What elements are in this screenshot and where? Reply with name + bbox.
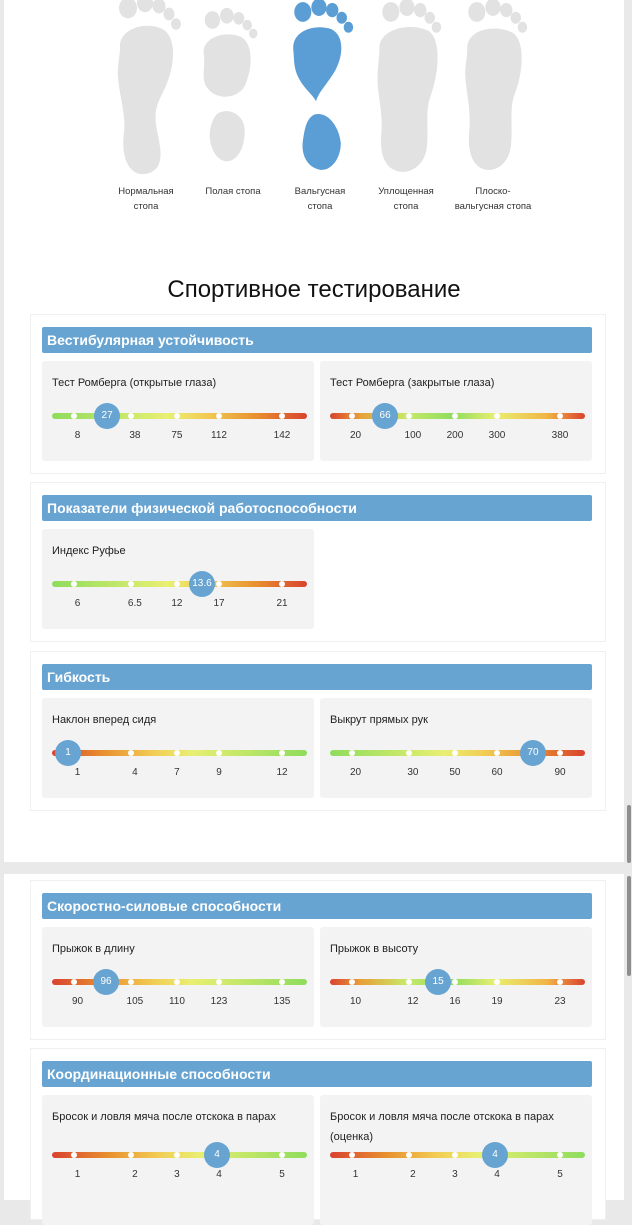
toe-shape	[399, 0, 414, 16]
scale-dot	[406, 413, 412, 419]
scale-tick-label: 2	[132, 1169, 138, 1180]
scale-tick-label: 142	[273, 430, 291, 441]
score-scale-bar	[52, 979, 307, 985]
scale-tick-label: 380	[551, 430, 569, 441]
test-title: Тест Ромберга (закрытые глаза)	[330, 377, 495, 389]
test-title: Тест Ромберга (открытые глаза)	[52, 377, 217, 389]
block-physical-performance	[30, 482, 606, 642]
score-scale-bar	[52, 750, 307, 756]
scale-dot	[406, 750, 412, 756]
toe-shape	[414, 3, 426, 17]
scale-tick-label: 9	[216, 767, 222, 778]
section-heading: Спортивное тестирование	[167, 276, 461, 303]
scale-tick-label: 12	[407, 996, 419, 1007]
test-card	[42, 927, 314, 1027]
scale-dot	[494, 413, 500, 419]
scale-tick-label: 17	[213, 598, 225, 609]
foot-type-label: Нормальная стопа	[118, 186, 174, 212]
foot-icon	[192, 0, 260, 178]
scale-dot	[452, 413, 458, 419]
scale-dot	[174, 413, 180, 419]
scale-tick-label: 21	[276, 598, 288, 609]
toe-shape	[382, 2, 399, 22]
foot-shape	[118, 26, 173, 174]
scale-dot	[279, 750, 285, 756]
scale-dot	[216, 413, 222, 419]
scale-dot	[349, 979, 355, 985]
scale-dot	[406, 1152, 412, 1158]
scale-tick-label: 50	[449, 767, 461, 778]
scale-tick-label: 4	[494, 1169, 500, 1180]
foot-icon	[368, 0, 444, 178]
test-card	[42, 361, 314, 461]
scale-tick-label: 30	[407, 767, 419, 778]
scale-tick-label: 16	[449, 996, 461, 1007]
scale-dot	[279, 581, 285, 587]
scale-tick-label: 100	[404, 430, 422, 441]
toe-shape	[205, 11, 220, 29]
score-scale-bar	[52, 1152, 307, 1158]
scale-tick-label: 6	[74, 598, 81, 609]
toe-shape	[511, 12, 521, 24]
report-page-1	[4, 0, 624, 862]
score-marker: 70	[520, 740, 546, 766]
scale-dot	[216, 750, 222, 756]
scale-tick-label: 1	[352, 1169, 359, 1180]
scrollbar-thumb[interactable]	[627, 805, 631, 863]
toe-shape	[119, 0, 137, 18]
test-card	[320, 698, 592, 798]
scale-dot	[279, 979, 285, 985]
scale-dot	[279, 1152, 285, 1158]
scale-tick-label: 90	[554, 767, 566, 778]
scale-dot	[349, 1152, 355, 1158]
score-marker: 96	[93, 969, 119, 995]
scale-dot	[71, 581, 77, 587]
scale-tick-label: 1	[74, 1169, 81, 1180]
score-marker: 1	[55, 740, 81, 766]
score-scale-bar	[330, 1152, 585, 1158]
scale-tick-label: 105	[126, 996, 144, 1007]
toe-shape	[243, 20, 252, 31]
block-header: Вестибулярная устойчивость	[42, 327, 592, 353]
scale-dot	[406, 979, 412, 985]
scale-dot	[128, 581, 134, 587]
scale-tick-label: 12	[276, 767, 288, 778]
scale-tick-label: 200	[446, 430, 464, 441]
scale-tick-label: 123	[210, 996, 228, 1007]
toe-shape	[153, 0, 166, 13]
score-marker: 66	[372, 403, 398, 429]
scale-dot	[557, 979, 563, 985]
scale-dot	[452, 979, 458, 985]
scale-dot	[452, 1152, 458, 1158]
scale-tick-label: 20	[349, 430, 362, 441]
toe-shape	[137, 0, 153, 12]
scale-dot	[128, 1152, 134, 1158]
test-title: Бросок и ловля мяча после отскока в парах	[52, 1111, 276, 1123]
score-scale-bar	[52, 413, 307, 419]
scale-dot	[279, 413, 285, 419]
scale-tick-label: 90	[71, 996, 84, 1007]
foot-shape	[465, 28, 521, 170]
report-page-2	[4, 874, 624, 1200]
scale-dot	[349, 413, 355, 419]
toe-shape	[344, 22, 354, 33]
foot-type-label: Полая стопа	[205, 186, 261, 197]
test-card	[320, 1095, 592, 1225]
scale-dot	[557, 1152, 563, 1158]
foot-types	[4, 0, 624, 220]
toe-shape	[171, 18, 181, 30]
test-card	[320, 361, 592, 461]
toe-shape	[500, 3, 512, 17]
foot-shape	[293, 27, 341, 170]
scale-tick-label: 6.5	[127, 598, 142, 609]
scale-tick-label: 23	[554, 996, 566, 1007]
block-flexibility	[30, 651, 606, 811]
score-scale-bar	[330, 750, 585, 756]
scale-tick-label: 4	[216, 1169, 222, 1180]
block-header: Показатели физической работоспособности	[42, 495, 592, 521]
scale-dot	[71, 979, 77, 985]
foot-type-label: Плоско- вальгусная стопа	[454, 186, 532, 212]
block-header: Гибкость	[42, 664, 592, 690]
toe-shape	[220, 8, 234, 24]
scale-dot	[216, 581, 222, 587]
foot-shape	[204, 34, 251, 161]
toe-shape	[485, 0, 500, 16]
scale-tick-label: 20	[349, 767, 362, 778]
test-card	[42, 529, 314, 629]
scale-tick-label: 1	[74, 767, 81, 778]
score-scale-bar	[330, 979, 585, 985]
test-title: Выкрут прямых рук	[330, 714, 428, 726]
scale-dot	[452, 750, 458, 756]
foot-icon	[280, 0, 356, 178]
scale-dot	[216, 979, 222, 985]
scale-dot	[128, 979, 134, 985]
toe-shape	[233, 12, 244, 25]
scale-dot	[557, 750, 563, 756]
score-marker: 13.6	[189, 571, 215, 597]
scale-tick-label: 5	[279, 1169, 285, 1180]
scale-tick-label: 300	[488, 430, 506, 441]
scale-dot	[128, 413, 134, 419]
test-title: Индекс Руфье	[52, 545, 126, 557]
scale-dot	[494, 979, 500, 985]
scale-tick-label: 10	[349, 996, 362, 1007]
foot-shape	[378, 27, 438, 172]
toe-shape	[425, 12, 435, 24]
scale-tick-label: 5	[557, 1169, 563, 1180]
scale-dot	[174, 750, 180, 756]
toe-shape	[468, 2, 485, 22]
toe-shape	[518, 22, 528, 33]
block-header: Скоростно-силовые способности	[42, 893, 592, 919]
score-scale-bar	[330, 413, 585, 419]
scale-tick-label: 12	[171, 598, 183, 609]
score-marker: 27	[94, 403, 120, 429]
toe-shape	[337, 12, 347, 24]
scale-dot	[71, 413, 77, 419]
scale-dot	[174, 581, 180, 587]
test-card	[42, 1095, 314, 1225]
toe-shape	[326, 3, 338, 17]
score-marker: 4	[482, 1142, 508, 1168]
scale-tick-label: 2	[410, 1169, 416, 1180]
scale-tick-label: 60	[491, 767, 503, 778]
block-speed-strength	[30, 880, 606, 1040]
scale-tick-label: 8	[74, 430, 81, 441]
scrollbar-thumb-2[interactable]	[627, 876, 631, 976]
scale-dot	[174, 979, 180, 985]
test-title: Бросок и ловля мяча после отскока в парах (оценка)	[330, 1111, 554, 1143]
scale-tick-label: 112	[211, 430, 227, 441]
scale-tick-label: 19	[491, 996, 503, 1007]
test-title: Прыжок в длину	[52, 943, 135, 955]
score-marker: 4	[204, 1142, 230, 1168]
scale-tick-label: 7	[174, 767, 180, 778]
scale-tick-label: 135	[273, 996, 291, 1007]
test-title: Прыжок в высоту	[330, 943, 419, 955]
foot-type-label: Вальгусная стопа	[294, 186, 346, 212]
scale-tick-label: 3	[174, 1169, 180, 1180]
foot-icon	[454, 0, 530, 178]
scale-dot	[494, 750, 500, 756]
scale-tick-label: 38	[129, 430, 141, 441]
block-vestibular	[30, 314, 606, 474]
toe-shape	[432, 22, 442, 33]
scale-dot	[349, 750, 355, 756]
test-card	[42, 698, 314, 798]
toe-shape	[294, 2, 311, 22]
test-card	[320, 927, 592, 1027]
foot-icon	[104, 0, 184, 178]
toe-shape	[164, 8, 175, 21]
scale-dot	[557, 413, 563, 419]
toe-shape	[311, 0, 326, 16]
scale-dot	[174, 1152, 180, 1158]
score-marker: 15	[425, 969, 451, 995]
scale-tick-label: 4	[132, 767, 138, 778]
scale-tick-label: 3	[452, 1169, 458, 1180]
toe-shape	[249, 29, 258, 39]
block-header: Координационные способности	[42, 1061, 592, 1087]
scale-tick-label: 110	[168, 996, 185, 1007]
score-scale-bar	[52, 581, 307, 587]
scale-dot	[71, 1152, 77, 1158]
block-coordination	[30, 1048, 606, 1220]
scale-tick-label: 75	[171, 430, 183, 441]
test-title: Наклон вперед сидя	[52, 714, 157, 726]
foot-type-label: Уплощенная стопа	[378, 186, 434, 212]
scale-dot	[128, 750, 134, 756]
